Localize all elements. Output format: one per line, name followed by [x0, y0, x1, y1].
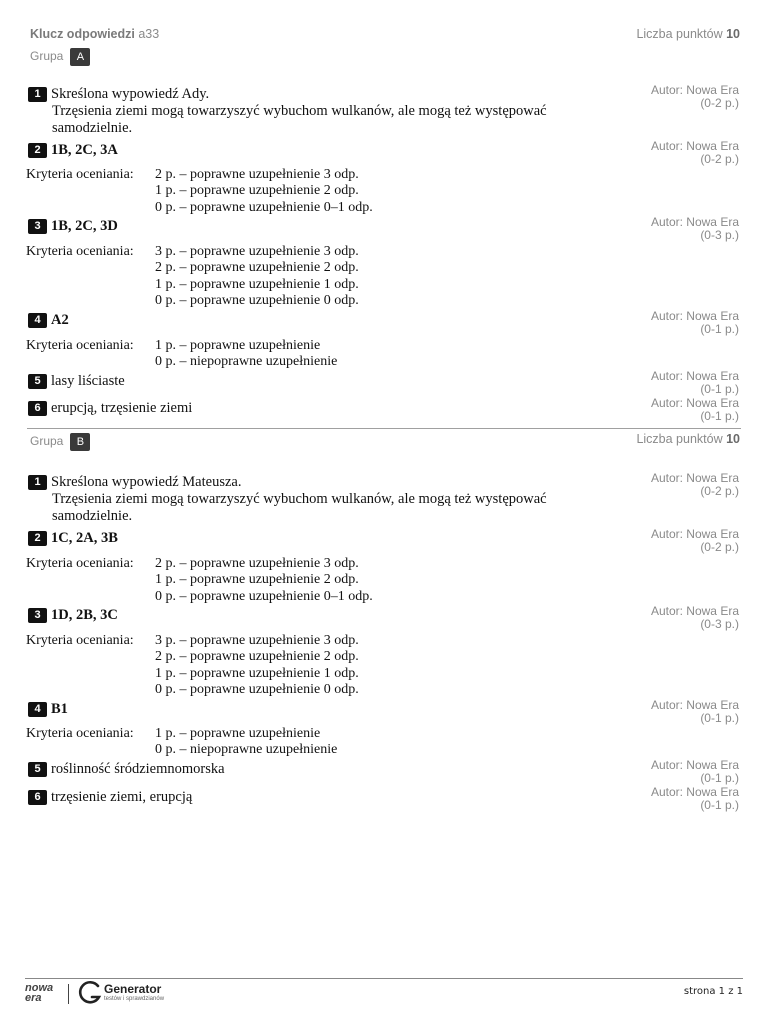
criteria-line: 0 p. – niepoprawne uzupełnienie — [155, 742, 338, 758]
answer-line: Skreślona wypowiedź Ady. — [51, 86, 210, 102]
answer-text: trzęsienie ziemi, erupcją — [51, 789, 193, 805]
grading-criteria — [26, 633, 359, 698]
criteria-line: 1 p. – poprawne uzupełnienie — [155, 338, 321, 353]
author-info — [651, 84, 739, 110]
answer-text: lasy liściaste — [51, 373, 125, 389]
group-a-label — [30, 48, 90, 66]
question-b5 — [28, 761, 628, 778]
criteria-label: Kryteria oceniania: — [26, 726, 134, 741]
grading-criteria — [26, 167, 373, 216]
criteria-line: 2 p. – poprawne uzupełnienie 2 odp. — [155, 649, 359, 665]
answer-text: B1 — [51, 701, 68, 717]
author-name: Autor: Nowa Era — [650, 698, 739, 712]
points-range: (0-1 p.) — [700, 382, 739, 396]
question-a6 — [28, 400, 628, 417]
author-name: Autor: Nowa Era — [650, 785, 739, 799]
points-range: (0-1 p.) — [700, 798, 739, 812]
question-b3 — [28, 607, 628, 624]
question-number-badge: 2 — [28, 531, 47, 546]
document-code: a33 — [138, 27, 160, 41]
question-number-badge: 4 — [28, 702, 47, 717]
nowa-era-logo: nowa era — [25, 982, 54, 1004]
points-range: (0-2 p.) — [700, 484, 739, 498]
answer-line: Skreślona wypowiedź Mateusza. — [51, 474, 242, 490]
points-range: (0-2 p.) — [700, 96, 739, 110]
author-name: Autor: Nowa Era — [650, 139, 739, 153]
answer-text: 1B, 2C, 3A — [51, 142, 118, 158]
question-number-badge: 3 — [28, 608, 47, 623]
question-a1 — [28, 86, 628, 137]
answer-line: Trzęsienia ziemi mogą towarzyszyć wybuchom wulkanów, ale mogą też występować — [52, 491, 547, 507]
criteria-line: 2 p. – poprawne uzupełnienie 3 odp. — [155, 167, 359, 182]
group-divider — [27, 428, 741, 429]
author-name: Autor: Nowa Era — [650, 471, 739, 485]
question-b1 — [28, 474, 628, 525]
question-b4 — [28, 701, 628, 718]
author-info — [651, 216, 739, 242]
question-number-badge: 3 — [28, 219, 47, 234]
grading-criteria — [26, 726, 337, 759]
grading-criteria — [26, 244, 359, 309]
author-name: Autor: Nowa Era — [650, 309, 739, 323]
author-name: Autor: Nowa Era — [650, 527, 739, 541]
author-info — [651, 759, 739, 785]
group-points — [636, 432, 740, 446]
author-info — [651, 699, 739, 725]
question-number-badge: 4 — [28, 313, 47, 328]
author-info — [651, 528, 739, 554]
author-info — [651, 472, 739, 498]
total-points-value: 10 — [726, 27, 740, 41]
question-a2 — [28, 142, 628, 159]
group-badge: A — [70, 48, 90, 66]
criteria-line: 1 p. – poprawne uzupełnienie 2 odp. — [155, 183, 359, 199]
total-points — [636, 27, 740, 41]
author-info — [651, 786, 739, 812]
document-title: Klucz odpowiedzi — [30, 27, 135, 41]
question-number-badge: 2 — [28, 143, 47, 158]
answer-line: samodzielnie. — [52, 508, 133, 524]
answer-line: Trzęsienia ziemi mogą towarzyszyć wybuchom wulkanów, ale mogą też występować — [52, 103, 547, 119]
question-number-badge: 6 — [28, 401, 47, 416]
author-name: Autor: Nowa Era — [650, 758, 739, 772]
question-number-badge: 6 — [28, 790, 47, 805]
group-label-text: Grupa — [30, 434, 64, 449]
group-points-value: 10 — [726, 432, 740, 446]
question-number-badge: 5 — [28, 374, 47, 389]
grading-criteria — [26, 338, 337, 371]
footer-logo-separator — [68, 984, 69, 1004]
answer-line: samodzielnie. — [52, 120, 133, 136]
criteria-line: 0 p. – poprawne uzupełnienie 0–1 odp. — [155, 199, 373, 215]
answer-text: A2 — [51, 312, 69, 328]
criteria-label: Kryteria oceniania: — [26, 338, 134, 353]
author-name: Autor: Nowa Era — [650, 604, 739, 618]
question-a3 — [28, 218, 628, 235]
author-name: Autor: Nowa Era — [650, 215, 739, 229]
author-info — [651, 370, 739, 396]
author-info — [651, 397, 739, 423]
answer-text: roślinność śródziemnomorska — [51, 761, 225, 777]
grading-criteria — [26, 556, 373, 605]
question-number-badge: 1 — [28, 475, 47, 490]
page-number: strona 1 z 1 — [683, 986, 743, 997]
author-info — [651, 605, 739, 631]
criteria-label: Kryteria oceniania: — [26, 167, 134, 182]
question-b2 — [28, 530, 628, 547]
author-name: Autor: Nowa Era — [650, 396, 739, 410]
question-b6 — [28, 789, 628, 806]
points-range: (0-1 p.) — [700, 771, 739, 785]
answer-text: erupcją, trzęsienie ziemi — [51, 400, 193, 416]
criteria-line: 1 p. – poprawne uzupełnienie 1 odp. — [155, 665, 359, 681]
points-range: (0-2 p.) — [700, 540, 739, 554]
points-range: (0-1 p.) — [700, 711, 739, 725]
answer-text: 1C, 2A, 3B — [51, 530, 118, 546]
criteria-line: 0 p. – poprawne uzupełnienie 0–1 odp. — [155, 588, 373, 604]
question-a5 — [28, 373, 628, 390]
footer-divider — [25, 978, 743, 979]
points-range: (0-1 p.) — [700, 409, 739, 423]
generator-subtitle: testów i sprawdzianów — [104, 996, 165, 1002]
criteria-line: 1 p. – poprawne uzupełnienie 2 odp. — [155, 572, 359, 588]
answer-text: 1D, 2B, 3C — [51, 607, 118, 623]
question-number-badge: 1 — [28, 87, 47, 102]
answer-text: 1B, 2C, 3D — [51, 218, 118, 234]
question-a4 — [28, 312, 628, 329]
criteria-line: 1 p. – poprawne uzupełnienie — [155, 726, 321, 741]
author-info — [651, 140, 739, 166]
points-range: (0-1 p.) — [700, 322, 739, 336]
criteria-line: 0 p. – poprawne uzupełnienie 0 odp. — [155, 681, 359, 697]
criteria-line: 0 p. – poprawne uzupełnienie 0 odp. — [155, 292, 359, 308]
points-range: (0-3 p.) — [700, 228, 739, 242]
document-header — [30, 27, 740, 41]
group-b-label — [30, 433, 90, 451]
author-name: Autor: Nowa Era — [650, 83, 739, 97]
points-range: (0-2 p.) — [700, 152, 739, 166]
author-name: Autor: Nowa Era — [650, 369, 739, 383]
criteria-label: Kryteria oceniania: — [26, 244, 134, 259]
question-number-badge: 5 — [28, 762, 47, 777]
group-label-text: Grupa — [30, 49, 64, 64]
generator-title: Generator — [104, 982, 162, 996]
author-info — [651, 310, 739, 336]
criteria-line: 0 p. – niepoprawne uzupełnienie — [155, 354, 338, 370]
criteria-line: 3 p. – poprawne uzupełnienie 3 odp. — [155, 244, 359, 259]
group-points-label: Liczba punktów — [636, 432, 723, 446]
criteria-label: Kryteria oceniania: — [26, 556, 134, 571]
criteria-line: 2 p. – poprawne uzupełnienie 3 odp. — [155, 556, 359, 571]
criteria-line: 3 p. – poprawne uzupełnienie 3 odp. — [155, 633, 359, 648]
total-points-label: Liczba punktów — [636, 27, 723, 41]
criteria-line: 2 p. – poprawne uzupełnienie 2 odp. — [155, 260, 359, 276]
points-range: (0-3 p.) — [700, 617, 739, 631]
criteria-label: Kryteria oceniania: — [26, 633, 134, 648]
criteria-line: 1 p. – poprawne uzupełnienie 1 odp. — [155, 276, 359, 292]
group-badge: B — [70, 433, 90, 451]
generator-logo-icon — [78, 980, 102, 1006]
